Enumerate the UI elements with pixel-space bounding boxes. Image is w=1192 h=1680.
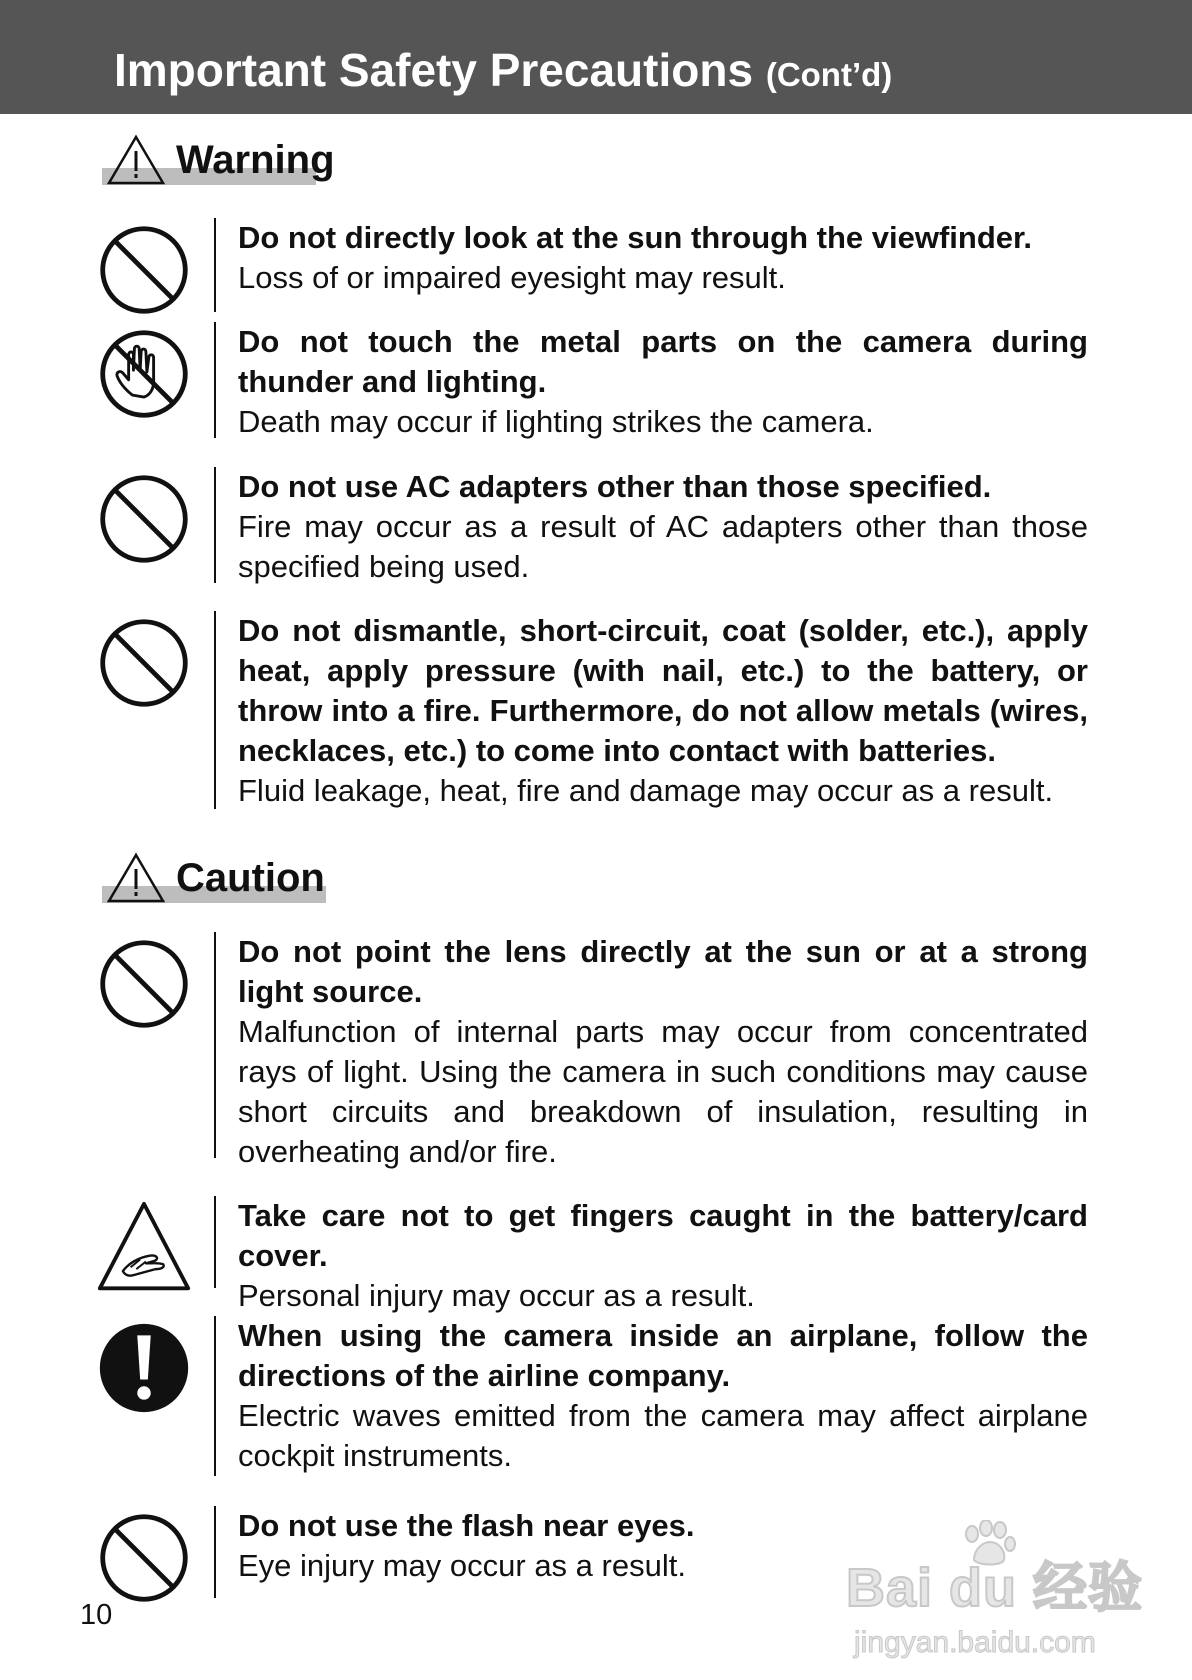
- prohibition-icon: [96, 222, 192, 318]
- page-title-subtitle: (Cont’d): [765, 56, 893, 93]
- warning-item-4: [96, 611, 1096, 811]
- item-heading: Do not use the flash near eyes.: [238, 1508, 695, 1543]
- warning-heading: [102, 134, 335, 186]
- prohibition-icon: [96, 936, 192, 1032]
- item-divider: [214, 1316, 216, 1476]
- caution-item-2: [96, 1196, 1096, 1313]
- warning-triangle-icon: [106, 852, 166, 904]
- item-divider: [214, 322, 216, 438]
- item-divider: [214, 218, 216, 312]
- exclamation-circle-icon: [96, 1320, 192, 1416]
- item-body: Fluid leakage, heat, fire and damage may occur as a result.: [238, 773, 1054, 808]
- warning-item-3: [96, 467, 1096, 583]
- prohibition-icon: [96, 615, 192, 711]
- watermark-url-text: jingyan.baidu.com: [854, 1626, 1096, 1659]
- caution-item-3: [96, 1316, 1096, 1476]
- item-heading: Do not touch the metal parts on the camera during thunder and lighting.: [238, 324, 1088, 399]
- warning-label: Warning: [176, 138, 335, 182]
- item-divider: [214, 1506, 216, 1598]
- page-number: 10: [80, 1599, 113, 1631]
- item-heading: Do not directly look at the sun through the viewfinder.: [238, 220, 1032, 255]
- item-body: Electric waves emitted from the camera may affect airplane cockpit instruments.: [238, 1398, 1088, 1473]
- finger-pinch-warning-icon: [96, 1200, 192, 1296]
- warning-item-1: [96, 218, 1096, 312]
- page-title-text: Important Safety Precautions: [114, 44, 754, 96]
- item-heading: When using the camera inside an airplane, follow the directions of the airline company.: [238, 1318, 1088, 1393]
- item-body: Eye injury may occur as a result.: [238, 1548, 686, 1583]
- item-divider: [214, 467, 216, 583]
- item-divider: [214, 1196, 216, 1288]
- do-not-touch-hand-icon: [96, 326, 192, 422]
- item-body: Fire may occur as a result of AC adapters other than those specified being used.: [238, 509, 1088, 584]
- page-title: [114, 42, 892, 103]
- watermark-main-text: Bai du 经验: [846, 1558, 1144, 1618]
- item-body: Malfunction of internal parts may occur from concentrated rays of light. Using the camera in such conditions may cause short circuits and breakdown of insulation, resulting in overheating and/or fire.: [238, 1014, 1088, 1169]
- baidu-watermark: [840, 1520, 1144, 1670]
- warning-triangle-icon: [106, 134, 166, 186]
- item-heading: Take care not to get fingers caught in the battery/card cover.: [238, 1198, 1088, 1273]
- caution-item-1: [96, 932, 1096, 1169]
- item-body: Loss of or impaired eyesight may result.: [238, 260, 786, 295]
- item-heading: Do not dismantle, short-circuit, coat (solder, etc.), apply heat, apply pressure (with nail, etc.) to the battery, or throw into a fire. Furthermore, do not allow metals (wires, necklaces, etc.) to come into contact with batteries.: [238, 613, 1088, 768]
- prohibition-icon: [96, 1510, 192, 1606]
- warning-item-2: [96, 322, 1096, 438]
- item-heading: Do not use AC adapters other than those specified.: [238, 469, 992, 504]
- item-body: Personal injury may occur as a result.: [238, 1278, 755, 1313]
- item-divider: [214, 932, 216, 1158]
- item-body: Death may occur if lighting strikes the camera.: [238, 404, 874, 439]
- item-heading: Do not point the lens directly at the sun or at a strong light source.: [238, 934, 1088, 1009]
- prohibition-icon: [96, 471, 192, 567]
- page-header: [0, 0, 1192, 114]
- caution-label: Caution: [176, 856, 325, 900]
- caution-heading: [102, 852, 325, 904]
- item-divider: [214, 611, 216, 809]
